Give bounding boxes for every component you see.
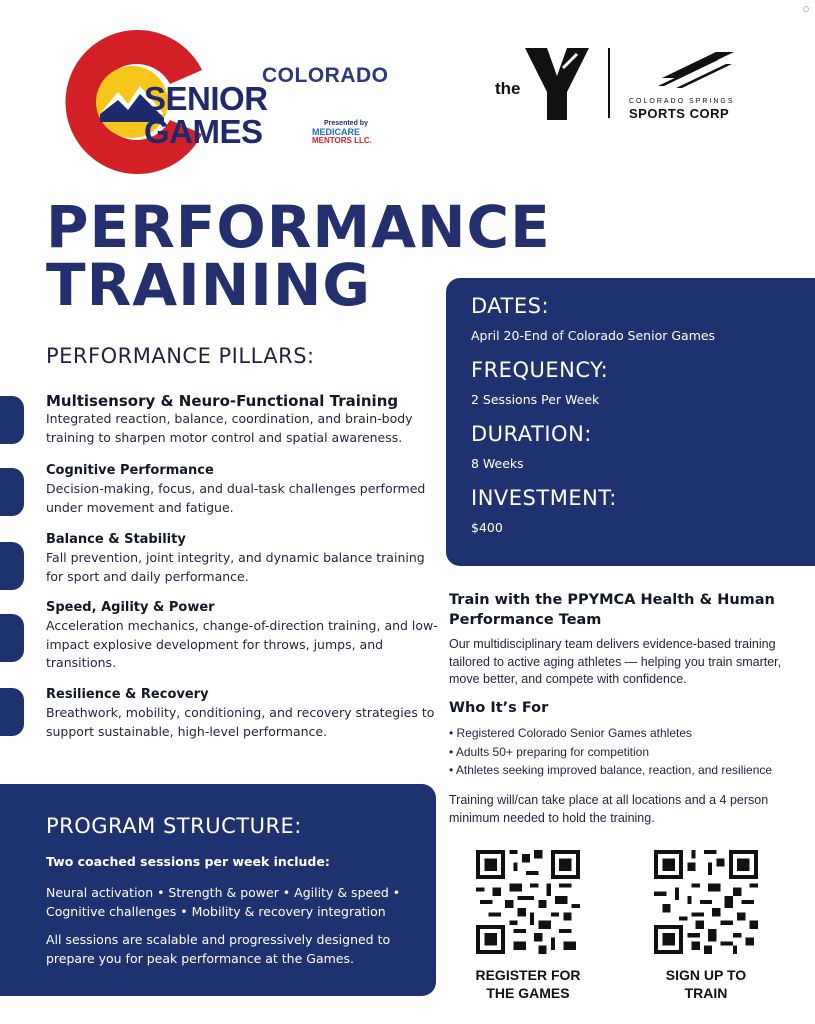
title-line-2: TRAINING (46, 251, 371, 319)
logo-senior-games-text: SENIOR GAMES (144, 80, 268, 150)
pillar-tab-marker (0, 396, 24, 444)
cssc-line2: SPORTS CORP (629, 106, 730, 121)
cssc-line1: COLORADO SPRINGS (629, 98, 735, 105)
duration-value: 8 Weeks (471, 456, 524, 471)
signup-qr-label (636, 966, 776, 1002)
who-list (449, 724, 794, 780)
pillar-tab-marker (0, 614, 24, 662)
who-title: Who It’s For (449, 700, 549, 716)
pillar-description: Breathwork, mobility, conditioning, and recovery strategies to support sustainable, high-level performance. (46, 705, 435, 739)
signup-line-2: TRAIN (684, 985, 728, 1001)
pillar-description: Fall prevention, joint integrity, and dynamic balance training for sport and daily performance. (46, 550, 425, 584)
investment-value: $400 (471, 520, 503, 535)
pillar-title: Balance & Stability (46, 532, 186, 547)
register-qr-code[interactable] (476, 850, 580, 954)
dates-label: DATES: (471, 294, 550, 318)
ymca-y-icon (523, 46, 591, 122)
location-note: Training will/can take place at all locations and a 4 person minimum needed to hold the training. (449, 793, 769, 825)
pillar-title: Multisensory & Neuro-Functional Training (46, 392, 399, 410)
who-section (449, 698, 794, 780)
pillar-description: Integrated reaction, balance, coordination, and brain-body training to sharpen motor control and spatial awareness. (46, 411, 413, 445)
colorado-senior-games-logo (52, 22, 392, 182)
pillar-cognitive (46, 462, 438, 517)
pillar-title: Cognitive Performance (46, 463, 214, 478)
signup-line-1: SIGN UP TO (665, 967, 747, 983)
program-structure-box (0, 784, 436, 996)
cssc-swoosh-icon (656, 48, 736, 90)
team-section (449, 590, 794, 689)
ymca-logo (495, 44, 595, 124)
pillar-tab-marker (0, 542, 24, 590)
pillars-heading: PERFORMANCE PILLARS: (46, 344, 315, 368)
ymca-the-text: the (495, 79, 521, 98)
pillar-resilience (46, 686, 438, 741)
pillar-multisensory (46, 392, 438, 447)
investment-label: INVESTMENT: (471, 486, 617, 510)
duration-label: DURATION: (471, 422, 592, 446)
team-title: Train with the PPYMCA Health & Human Performance Team (449, 592, 775, 628)
pillar-title: Resilience & Recovery (46, 687, 209, 702)
pillar-speed (46, 599, 438, 673)
logo-presented-by: Presented by (324, 120, 368, 127)
logo-sponsor-name: MEDICARE (312, 127, 361, 137)
frequency-value: 2 Sessions Per Week (471, 392, 600, 407)
corner-mark (803, 6, 809, 12)
logo-sponsor-suffix: MENTORS LLC. (312, 136, 372, 145)
program-details-box (446, 278, 815, 566)
program-scalable-note: All sessions are scalable and progressively designed to prepare you for peak performance at the Games. (46, 932, 391, 966)
pillar-tab-marker (0, 688, 24, 736)
program-subtitle: Two coached sessions per week include: (46, 854, 330, 869)
list-item: • Registered Colorado Senior Games athletes (449, 724, 794, 743)
register-line-2: THE GAMES (486, 985, 570, 1001)
team-description: Our multidisciplinary team delivers evidence-based training tailored to active aging athletes — helping you train smarter, move better, and compete with confidence. (449, 637, 782, 686)
signup-qr-code[interactable] (654, 850, 758, 954)
pillar-description: Decision-making, focus, and dual-task challenges performed under movement and fatigue. (46, 481, 426, 515)
frequency-label: FREQUENCY: (471, 358, 609, 382)
register-line-1: REGISTER FOR (475, 967, 581, 983)
list-item: • Athletes seeking improved balance, reaction, and resilience (449, 761, 794, 780)
pillar-balance (46, 531, 438, 586)
logo-colorado-text: COLORADO (262, 64, 389, 87)
logo-divider (608, 48, 610, 118)
register-qr-label (458, 966, 598, 1002)
list-item: • Adults 50+ preparing for competition (449, 743, 794, 762)
title-line-1: PERFORMANCE (46, 193, 551, 261)
pillar-title: Speed, Agility & Power (46, 600, 215, 615)
pillar-tab-marker (0, 468, 24, 516)
program-components: Neural activation • Strength & power • Agility & speed • Cognitive challenges • Mobility & recovery integration (46, 885, 401, 919)
program-title: PROGRAM STRUCTURE: (46, 814, 302, 838)
pillar-description: Acceleration mechanics, change-of-direction training, and low-impact explosive development for throws, jumps, and transitions. (46, 618, 438, 670)
dates-value: April 20-End of Colorado Senior Games (471, 328, 716, 343)
cssc-logo (626, 48, 766, 123)
